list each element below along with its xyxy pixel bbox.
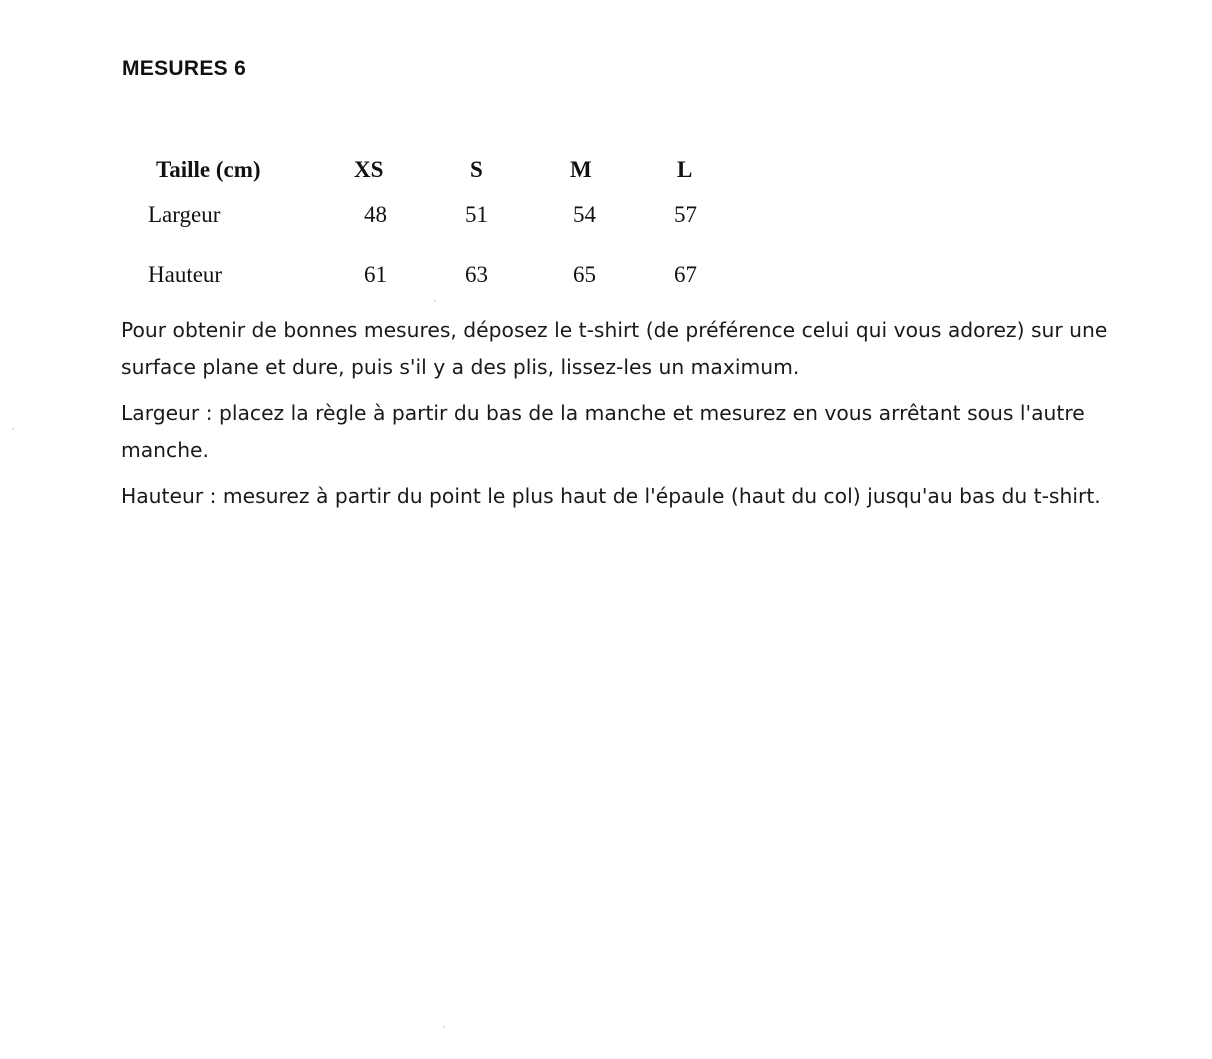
table-cell: 54	[573, 202, 596, 227]
table-cell: 57	[674, 202, 697, 227]
table-cell: 61	[364, 262, 387, 287]
table-cell: 63	[465, 262, 488, 287]
instruction-intro: Pour obtenir de bonnes mesures, déposez le t-shirt (de préférence celui qui vous adorez) sur une surface plane et dure, puis s'il y a des plis, lissez-les un maximum.	[121, 318, 1108, 379]
table-header-size: S	[470, 157, 483, 182]
table-row-label: Hauteur	[148, 262, 223, 287]
instructions	[121, 312, 1161, 524]
table-cell: 67	[674, 262, 697, 287]
size-table	[0, 0, 1212, 320]
instruction-hauteur: Hauteur : mesurez à partir du point le plus haut de l'épaule (haut du col) jusqu'au bas du t-shirt.	[121, 484, 1101, 508]
instruction-largeur: Largeur : placez la règle à partir du bas de la manche et mesurez en vous arrêtant sous l'autre manche.	[121, 401, 1085, 462]
table-cell: 65	[573, 262, 596, 287]
table-cell: 48	[364, 202, 387, 227]
scan-speck	[443, 1026, 445, 1028]
page-title: MESURES 6	[122, 57, 247, 80]
scan-speck	[434, 300, 436, 302]
table-header-label: Taille (cm)	[156, 157, 261, 182]
table-header-size: M	[570, 157, 592, 182]
table-header-size: L	[677, 157, 693, 182]
table-cell: 51	[465, 202, 488, 227]
table-header-size: XS	[354, 157, 384, 182]
table-row-label: Largeur	[148, 202, 221, 227]
scan-speck	[12, 428, 14, 430]
